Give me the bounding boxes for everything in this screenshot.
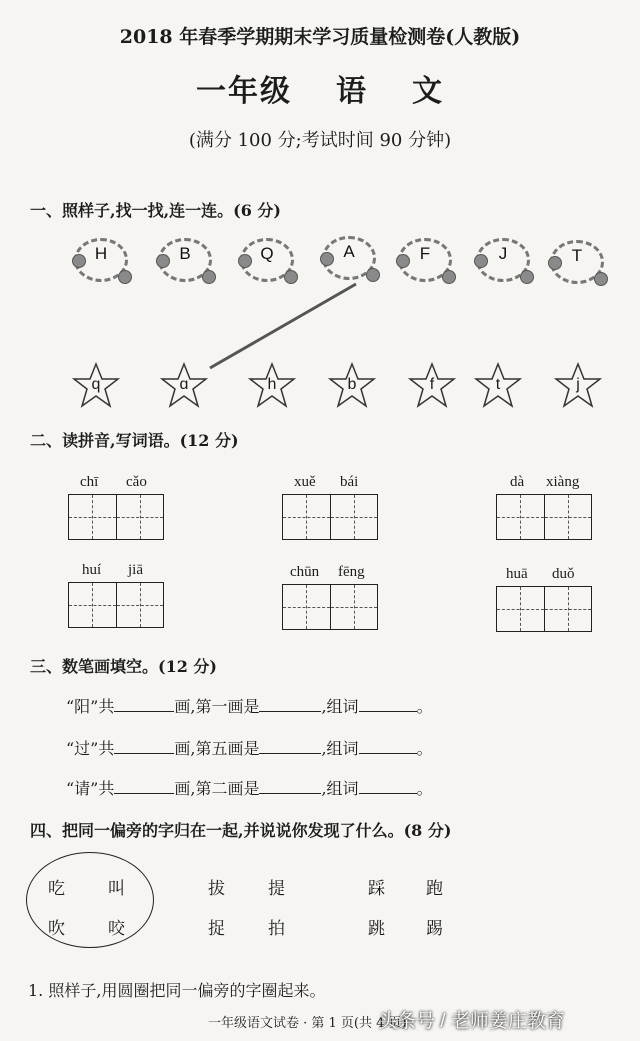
pinyin: bái xyxy=(340,474,359,490)
pinyin: dà xyxy=(510,474,525,490)
pinyin: duǒ xyxy=(552,566,575,582)
pinyin: jiā xyxy=(128,562,143,578)
pinyin: cǎo xyxy=(126,474,147,490)
answer-blank[interactable] xyxy=(114,741,174,754)
char-item[interactable]: 吹 xyxy=(48,919,65,939)
exam-info: (满分 100 分;考试时间 90 分钟) xyxy=(188,130,452,151)
pinyin: chūn xyxy=(290,564,320,580)
uppercase-letter: Q xyxy=(260,244,274,263)
pinyin: fēng xyxy=(338,564,365,580)
period: 。 xyxy=(416,779,433,798)
example-connecting-line xyxy=(0,0,640,420)
answer-blank[interactable] xyxy=(359,781,417,794)
answer-blank[interactable] xyxy=(259,699,321,712)
star-item xyxy=(408,362,456,408)
char-item[interactable]: 跑 xyxy=(426,879,443,899)
section-2-heading: 二、读拼音,写词语。(12 分) xyxy=(30,431,239,450)
answer-blank[interactable] xyxy=(259,781,321,794)
row-end: ,组词 xyxy=(321,779,359,798)
answer-blank[interactable] xyxy=(114,699,174,712)
uppercase-letter: B xyxy=(179,244,191,263)
row-char: “阳”共 xyxy=(66,697,115,716)
pinyin: xiàng xyxy=(546,474,580,490)
sub-question-1: 1. 照样子,用圆圈把同一偏旁的字圈起来。 xyxy=(28,981,326,1000)
uppercase-letter: A xyxy=(343,242,355,261)
uppercase-letter: J xyxy=(498,244,508,263)
row-char: “过”共 xyxy=(66,739,115,758)
char-item[interactable]: 踢 xyxy=(426,919,443,939)
row-end: ,组词 xyxy=(321,739,359,758)
lowercase-letter: q xyxy=(91,376,101,393)
char-item[interactable]: 踩 xyxy=(368,879,385,899)
stroke-count-row xyxy=(66,736,433,759)
star-item xyxy=(474,362,522,408)
writing-grid[interactable] xyxy=(282,494,378,540)
uppercase-letter: H xyxy=(94,244,108,263)
row-end: ,组词 xyxy=(321,697,359,716)
char-item[interactable]: 叫 xyxy=(108,879,125,899)
section-4-heading: 四、把同一偏旁的字归在一起,并说说你发现了什么。(8 分) xyxy=(30,821,452,840)
char-item[interactable]: 提 xyxy=(268,879,285,899)
lowercase-letter: h xyxy=(267,376,277,393)
char-item[interactable]: 拍 xyxy=(268,919,285,939)
uppercase-letter: F xyxy=(419,244,431,263)
row-mid: 画,第一画是 xyxy=(174,697,260,716)
section-3-heading: 三、数笔画填空。(12 分) xyxy=(30,657,217,676)
example-circle xyxy=(26,852,154,948)
writing-grid[interactable] xyxy=(496,586,592,632)
char-item[interactable]: 吃 xyxy=(48,879,65,899)
lowercase-letter: b xyxy=(347,376,357,393)
star-item xyxy=(554,362,602,408)
lowercase-letter: j xyxy=(576,376,580,393)
watermark: 头条号 / 老师姜庄教育 xyxy=(378,1011,565,1032)
row-char: “请”共 xyxy=(66,779,115,798)
answer-blank[interactable] xyxy=(359,741,417,754)
char-item[interactable]: 捉 xyxy=(208,919,225,939)
writing-grid[interactable] xyxy=(496,494,592,540)
page-footer: 一年级语文试卷 · 第 1 页(共 4 页) xyxy=(208,1016,407,1031)
writing-grid[interactable] xyxy=(68,582,164,628)
section-1-heading: 一、照样子,找一找,连一连。(6 分) xyxy=(30,201,281,220)
answer-blank[interactable] xyxy=(259,741,321,754)
exam-title: 2018 年春季学期期末学习质量检测卷(人教版) xyxy=(119,26,521,48)
lowercase-letter: t xyxy=(495,376,501,393)
pinyin: huí xyxy=(82,562,102,578)
star-item xyxy=(72,362,120,408)
grade-label: 一年级 xyxy=(196,74,292,109)
answer-blank[interactable] xyxy=(114,781,174,794)
star-item xyxy=(248,362,296,408)
stroke-count-row xyxy=(66,694,433,717)
subject-char-1: 语 xyxy=(336,74,368,109)
pinyin: xuě xyxy=(294,474,316,490)
answer-blank[interactable] xyxy=(359,699,417,712)
stroke-count-row xyxy=(66,776,433,799)
writing-grid[interactable] xyxy=(282,584,378,630)
star-item xyxy=(160,362,208,408)
period: 。 xyxy=(416,697,433,716)
pinyin: huā xyxy=(506,566,528,582)
star-item xyxy=(328,362,376,408)
lowercase-letter: f xyxy=(429,376,435,393)
row-mid: 画,第五画是 xyxy=(174,739,260,758)
subject-char-2: 文 xyxy=(412,74,444,109)
char-item[interactable]: 跳 xyxy=(368,919,385,939)
pinyin: chī xyxy=(80,474,99,490)
char-item[interactable]: 拔 xyxy=(208,879,225,899)
row-mid: 画,第二画是 xyxy=(174,779,260,798)
lowercase-letter: ɑ xyxy=(179,376,189,393)
period: 。 xyxy=(416,739,433,758)
uppercase-letter: T xyxy=(571,246,583,265)
writing-grid[interactable] xyxy=(68,494,164,540)
char-item[interactable]: 咬 xyxy=(108,919,125,939)
